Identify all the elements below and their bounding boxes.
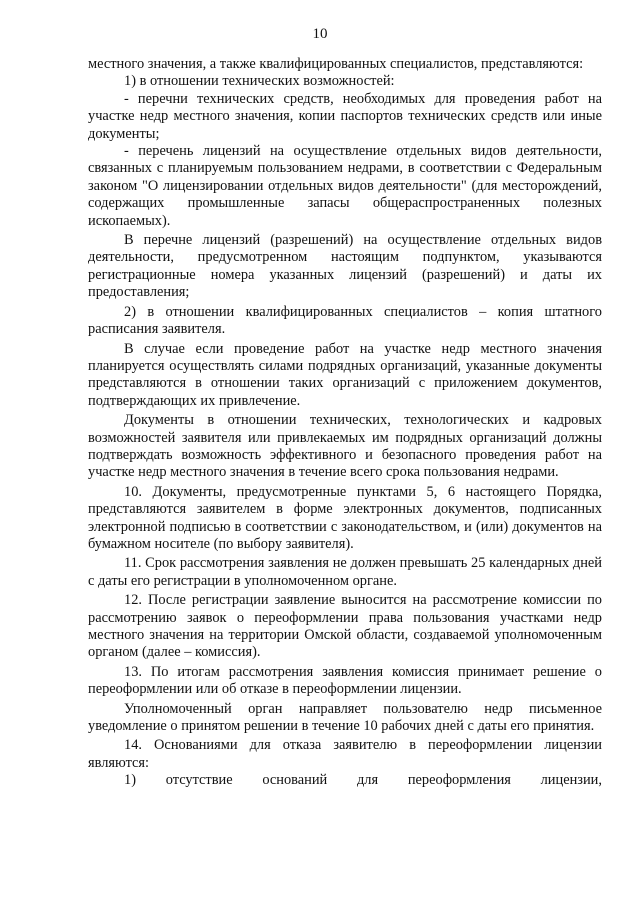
word: отсутствие bbox=[165, 772, 233, 789]
paragraph: местного значения, а также квалифицированных специалистов, представляются: bbox=[88, 56, 584, 72]
word: оснований bbox=[262, 772, 328, 789]
document-body bbox=[88, 56, 602, 790]
paragraph: 2) в отношении квалифицированных специалистов – копия штатного расписания заявителя. bbox=[88, 303, 602, 338]
paragraph: 11. Срок рассмотрения заявления не должен превышать 25 календарных дней с даты его регистрации в уполномоченном органе. bbox=[88, 555, 602, 589]
paragraph: 12. После регистрации заявление выносится на рассмотрение комиссии по рассмотрению заявок о переоформлении права пользования участками недр местного значения на территории Омской области, создаваемой уполномоченным органом (далее – комиссия). bbox=[88, 592, 602, 661]
paragraph: 13. По итогам рассмотрения заявления комиссия принимает решение о переоформлении или об отказе в переоформлении лицензии. bbox=[88, 663, 602, 698]
paragraph: 14. Основаниями для отказа заявителю в переоформлении лицензии являются: bbox=[88, 737, 602, 771]
paragraph: 10. Документы, предусмотренные пунктами 5, 6 настоящего Порядка, представляются заявителем в форме электронных документов, подписанных электронной подписью в соответствии с законодательством, и (или) документов на бумажном носителе (по выбору заявителя). bbox=[88, 483, 602, 552]
word: лицензии, bbox=[540, 772, 602, 789]
paragraph-line bbox=[88, 772, 602, 789]
list-number: 1) bbox=[124, 772, 136, 789]
paragraph: Документы в отношении технических, технологических и кадровых возможностей заявителя или привлекаемых им подрядных организаций должны подтверждать возможность эффективного и безопасного проведения работ на участке недр местного значения в течение всего срока пользования недрами. bbox=[88, 412, 602, 481]
page-number: 10 bbox=[312, 26, 328, 42]
paragraph: - перечни технических средств, необходимых для проведения работ на участке недр местного значения, копии паспортов технических средств или иные документы; bbox=[88, 90, 602, 142]
paragraph: 1) в отношении технических возможностей: bbox=[124, 73, 395, 90]
word: для bbox=[356, 772, 379, 789]
word: переоформления bbox=[407, 772, 511, 789]
paragraph: В перечне лицензий (разрешений) на осуществление отдельных видов деятельности, предусмотренном настоящим подпунктом, указываются регистрационные номера указанных лицензий (разрешений) и даты их предоставления; bbox=[88, 232, 602, 301]
paragraph: Уполномоченный орган направляет пользователю недр письменное уведомление о принятом решении в течение 10 рабочих дней с даты его принятия. bbox=[88, 700, 602, 735]
paragraph: - перечень лицензий на осуществление отдельных видов деятельности, связанных с планируемым пользованием недрами, в соответствии с Федеральным законом "О лицензировании отдельных видов деятельности" (для месторождений, содержащих промышленные запасы общераспространенных полезных ископаемых). bbox=[88, 143, 602, 229]
paragraph: В случае если проведение работ на участке недр местного значения планируется осуществлять силами подрядных организаций, указанные документы представляются в отношении таких организаций с приложением документов, подтверждающих их привлечение. bbox=[88, 340, 602, 409]
